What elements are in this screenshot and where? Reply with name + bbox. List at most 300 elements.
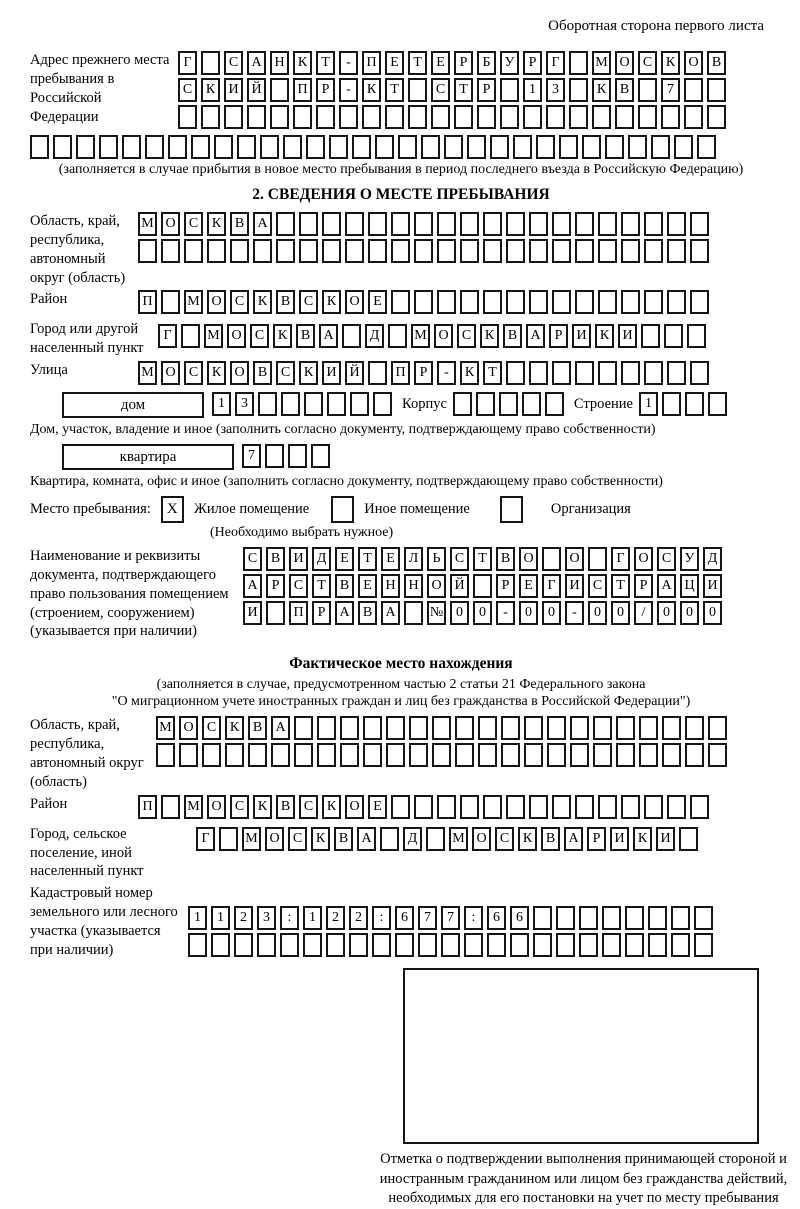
char-cell: О [472, 827, 491, 851]
char-cell: С [588, 574, 607, 598]
actual-district-label: Район [30, 795, 68, 812]
char-cell: В [248, 716, 267, 740]
char-cell [454, 105, 473, 129]
char-cell: А [253, 212, 272, 236]
char-cell [437, 795, 456, 819]
char-cell: А [271, 716, 290, 740]
stamp-caption: Отметка о подтверждении выполнения принимающей стороной и иностранным гражданином или лицом без гражданства действий, необходимых для его постановки на учет по месту пребывания [379, 1151, 788, 1207]
char-cell: К [633, 827, 652, 851]
house-note: Дом, участок, владение и иное (заполнить согласно документу, подтверждающему право собственности) [30, 422, 656, 438]
char-cell: П [138, 290, 157, 314]
char-cell: С [450, 547, 469, 571]
char-cell [690, 361, 709, 385]
char-cell [602, 906, 621, 930]
char-cell [708, 392, 727, 416]
char-cell [329, 135, 348, 159]
char-cell [191, 135, 210, 159]
apartment-box: квартира [62, 444, 234, 470]
char-cell: П [289, 601, 308, 625]
region-row-1 [138, 212, 713, 236]
char-cell [522, 392, 541, 416]
char-cell [644, 212, 663, 236]
char-cell: К [480, 324, 499, 348]
char-cell [575, 290, 594, 314]
char-cell [178, 105, 197, 129]
char-cell: Т [611, 574, 630, 598]
char-cell: 3 [235, 392, 254, 416]
char-cell [161, 290, 180, 314]
char-cell [408, 78, 427, 102]
char-cell [575, 212, 594, 236]
char-cell [667, 212, 686, 236]
char-cell: М [138, 212, 157, 236]
char-cell: 6 [395, 906, 414, 930]
char-cell [372, 933, 391, 957]
char-cell [662, 743, 681, 767]
char-cell [281, 392, 300, 416]
char-cell: В [276, 795, 295, 819]
char-cell [542, 547, 561, 571]
char-cell [529, 361, 548, 385]
char-cell [460, 212, 479, 236]
char-cell: К [299, 361, 318, 385]
char-cell [615, 105, 634, 129]
char-cell [260, 135, 279, 159]
char-cell: Б [477, 51, 496, 75]
stamp-box [403, 968, 759, 1144]
char-cell [311, 444, 330, 468]
char-cell: Д [365, 324, 384, 348]
char-cell: А [381, 601, 400, 625]
char-cell: А [247, 51, 266, 75]
char-cell [483, 239, 502, 263]
char-cell: 2 [349, 906, 368, 930]
char-cell: Е [335, 547, 354, 571]
char-cell [299, 239, 318, 263]
char-cell: В [296, 324, 315, 348]
char-cell [628, 135, 647, 159]
char-cell: Л [404, 547, 423, 571]
char-cell [547, 716, 566, 740]
char-cell: Д [312, 547, 331, 571]
char-cell [552, 212, 571, 236]
char-cell: О [207, 290, 226, 314]
char-cell [694, 906, 713, 930]
char-cell: И [618, 324, 637, 348]
char-cell [524, 716, 543, 740]
char-cell: И [565, 574, 584, 598]
char-cell [707, 105, 726, 129]
char-cell: Р [523, 51, 542, 75]
char-cell [638, 105, 657, 129]
char-cell: И [656, 827, 675, 851]
stay-type-label: Место пребывания: [30, 501, 151, 518]
char-cell: А [526, 324, 545, 348]
char-cell [579, 933, 598, 957]
actual-city-row [196, 827, 702, 851]
char-cell: М [156, 716, 175, 740]
char-cell [408, 105, 427, 129]
actual-region-row-1 [156, 716, 731, 740]
char-cell [667, 290, 686, 314]
char-cell [306, 135, 325, 159]
char-cell: М [138, 361, 157, 385]
char-cell [671, 933, 690, 957]
char-cell [409, 716, 428, 740]
actual-region-label: Область, край, республика, автономный округ (область) [30, 717, 144, 790]
char-cell [598, 795, 617, 819]
house-number-cells [212, 392, 396, 416]
char-cell: А [357, 827, 376, 851]
char-cell [230, 239, 249, 263]
char-cell: 3 [546, 78, 565, 102]
char-cell [644, 239, 663, 263]
char-cell: Й [450, 574, 469, 598]
char-cell [453, 392, 472, 416]
char-cell [685, 743, 704, 767]
char-cell: П [293, 78, 312, 102]
prev-address-field [30, 51, 772, 132]
char-cell [690, 212, 709, 236]
char-cell [483, 795, 502, 819]
doc-cells [243, 547, 726, 628]
apartment-cells [242, 444, 334, 468]
char-cell [414, 290, 433, 314]
char-cell [211, 933, 230, 957]
char-cell: К [322, 795, 341, 819]
char-cell [385, 105, 404, 129]
char-cell [414, 212, 433, 236]
char-cell [500, 105, 519, 129]
char-cell: К [518, 827, 537, 851]
char-cell [621, 212, 640, 236]
char-cell [257, 933, 276, 957]
prev-address-cells [178, 51, 730, 132]
char-cell: Й [247, 78, 266, 102]
apartment-field [30, 444, 772, 471]
char-cell [431, 105, 450, 129]
char-cell [317, 743, 336, 767]
char-cell [266, 601, 285, 625]
char-cell: 7 [418, 906, 437, 930]
char-cell [598, 239, 617, 263]
char-cell [556, 933, 575, 957]
char-cell [437, 290, 456, 314]
char-cell [483, 212, 502, 236]
char-cell [644, 361, 663, 385]
char-cell [258, 392, 277, 416]
stroenie-cells [639, 392, 731, 416]
char-cell: Т [312, 574, 331, 598]
char-cell: О [179, 716, 198, 740]
char-cell [570, 743, 589, 767]
char-cell [501, 743, 520, 767]
char-cell: И [224, 78, 243, 102]
char-cell [651, 135, 670, 159]
char-cell: 3 [257, 906, 276, 930]
char-cell: О [161, 361, 180, 385]
char-cell [304, 392, 323, 416]
char-cell [685, 392, 704, 416]
char-cell: 1 [303, 906, 322, 930]
char-cell [391, 239, 410, 263]
char-cell [690, 239, 709, 263]
char-cell [363, 743, 382, 767]
char-cell [490, 135, 509, 159]
doc-field [30, 547, 772, 641]
char-cell: 6 [510, 906, 529, 930]
char-cell: О [207, 795, 226, 819]
char-cell: Г [546, 51, 565, 75]
char-cell [322, 212, 341, 236]
char-cell [188, 933, 207, 957]
char-cell: 7 [661, 78, 680, 102]
char-cell: О [345, 290, 364, 314]
char-cell: К [595, 324, 614, 348]
char-cell: Д [403, 827, 422, 851]
char-cell [582, 135, 601, 159]
char-cell: Е [358, 574, 377, 598]
char-cell: К [273, 324, 292, 348]
house-field [30, 392, 772, 419]
char-cell [363, 716, 382, 740]
char-cell: А [657, 574, 676, 598]
char-cell [684, 78, 703, 102]
char-cell [671, 906, 690, 930]
char-cell [598, 361, 617, 385]
checkbox-organization [500, 496, 523, 523]
char-cell [674, 135, 693, 159]
option-organization-label: Организация [550, 501, 631, 518]
char-cell: 0 [542, 601, 561, 625]
char-cell [708, 743, 727, 767]
char-cell: В [276, 290, 295, 314]
char-cell [708, 716, 727, 740]
char-cell [386, 743, 405, 767]
char-cell: : [280, 906, 299, 930]
char-cell [569, 105, 588, 129]
char-cell [523, 105, 542, 129]
char-cell [214, 135, 233, 159]
char-cell [501, 716, 520, 740]
char-cell [388, 324, 407, 348]
char-cell [444, 135, 463, 159]
char-cell [547, 743, 566, 767]
char-cell: С [276, 361, 295, 385]
char-cell: К [201, 78, 220, 102]
char-cell [639, 743, 658, 767]
char-cell: С [202, 716, 221, 740]
region-cells [138, 212, 713, 266]
prev-address-row-2 [178, 78, 730, 102]
char-cell: 1 [211, 906, 230, 930]
char-cell [662, 716, 681, 740]
char-cell [524, 743, 543, 767]
char-cell: Е [368, 795, 387, 819]
char-cell: В [266, 547, 285, 571]
char-cell [181, 324, 200, 348]
char-cell [605, 135, 624, 159]
char-cell: О [161, 212, 180, 236]
char-cell: Р [266, 574, 285, 598]
char-cell: О [519, 547, 538, 571]
char-cell [368, 361, 387, 385]
char-cell: Ь [427, 547, 446, 571]
char-cell [644, 795, 663, 819]
char-cell: 0 [450, 601, 469, 625]
char-cell: Т [385, 78, 404, 102]
char-cell [697, 135, 716, 159]
char-cell [473, 574, 492, 598]
char-cell: К [362, 78, 381, 102]
char-cell [464, 933, 483, 957]
korpus-cells [453, 392, 568, 416]
char-cell: К [592, 78, 611, 102]
char-cell: 7 [242, 444, 261, 468]
char-cell [161, 239, 180, 263]
char-cell: 0 [611, 601, 630, 625]
char-cell: 1 [639, 392, 658, 416]
char-cell: Т [358, 547, 377, 571]
char-cell: К [253, 795, 272, 819]
char-cell [510, 933, 529, 957]
char-cell [575, 795, 594, 819]
district-row [138, 290, 713, 314]
char-cell [621, 290, 640, 314]
char-cell [327, 392, 346, 416]
char-cell: О [227, 324, 246, 348]
char-cell [122, 135, 141, 159]
char-cell: С [457, 324, 476, 348]
char-cell: И [243, 601, 262, 625]
region-label: Область, край, республика, автономный округ (область) [30, 213, 126, 286]
char-cell: К [293, 51, 312, 75]
char-cell [288, 444, 307, 468]
char-cell: У [680, 547, 699, 571]
char-cell: Г [196, 827, 215, 851]
char-cell [432, 743, 451, 767]
char-cell: К [322, 290, 341, 314]
char-cell: О [565, 547, 584, 571]
stamp-area [365, 968, 800, 1209]
char-cell: Г [158, 324, 177, 348]
char-cell [280, 933, 299, 957]
char-cell [478, 743, 497, 767]
char-cell [529, 795, 548, 819]
char-cell [414, 795, 433, 819]
char-cell: С [178, 78, 197, 102]
char-cell: В [253, 361, 272, 385]
page-side-note: Оборотная сторона первого листа [548, 18, 764, 34]
char-cell: Н [270, 51, 289, 75]
char-cell [201, 105, 220, 129]
char-cell [506, 212, 525, 236]
char-cell [533, 933, 552, 957]
char-cell [616, 716, 635, 740]
char-cell [375, 135, 394, 159]
char-cell [340, 743, 359, 767]
char-cell [207, 239, 226, 263]
char-cell: С [657, 547, 676, 571]
doc-row-3 [243, 601, 726, 625]
char-cell: У [500, 51, 519, 75]
char-cell: И [289, 547, 308, 571]
char-cell [460, 795, 479, 819]
street-row [138, 361, 713, 385]
char-cell [662, 392, 681, 416]
char-cell [455, 716, 474, 740]
char-cell: 0 [680, 601, 699, 625]
char-cell [639, 716, 658, 740]
district-label: Район [30, 291, 68, 308]
char-cell: 7 [441, 906, 460, 930]
region-row-2 [138, 239, 713, 263]
char-cell [418, 933, 437, 957]
char-cell [476, 392, 495, 416]
char-cell [202, 743, 221, 767]
char-cell: - [565, 601, 584, 625]
char-cell [345, 239, 364, 263]
char-cell: С [299, 795, 318, 819]
char-cell [621, 239, 640, 263]
stroenie-label: Строение [573, 396, 633, 413]
char-cell [575, 239, 594, 263]
char-cell [161, 795, 180, 819]
doc-row-2 [243, 574, 726, 598]
char-cell [156, 743, 175, 767]
char-cell [99, 135, 118, 159]
char-cell: В [358, 601, 377, 625]
char-cell: К [225, 716, 244, 740]
char-cell: С [299, 290, 318, 314]
char-cell [179, 743, 198, 767]
char-cell: Р [496, 574, 515, 598]
stay-type-note: (Необходимо выбрать нужное) [210, 525, 394, 541]
char-cell [460, 290, 479, 314]
char-cell [225, 743, 244, 767]
char-cell [552, 361, 571, 385]
char-cell: С [288, 827, 307, 851]
char-cell: - [496, 601, 515, 625]
char-cell [546, 105, 565, 129]
char-cell [478, 716, 497, 740]
char-cell [506, 795, 525, 819]
char-cell [294, 716, 313, 740]
char-cell: С [243, 547, 262, 571]
district-field [30, 290, 772, 317]
char-cell: И [572, 324, 591, 348]
char-cell [625, 933, 644, 957]
char-cell: О [427, 574, 446, 598]
char-cell: О [684, 51, 703, 75]
char-cell: О [615, 51, 634, 75]
char-cell [234, 933, 253, 957]
char-cell [460, 239, 479, 263]
char-cell [409, 743, 428, 767]
doc-label: Наименование и реквизиты документа, подтверждающего право пользования помещением (строением, сооружением) (указывается при наличии) [30, 548, 229, 640]
apartment-note: Квартира, комната, офис и иное (заполнить согласно документу, подтверждающему право собственности) [30, 474, 663, 490]
char-cell [602, 933, 621, 957]
char-cell: И [610, 827, 629, 851]
char-cell: В [496, 547, 515, 571]
char-cell: Р [587, 827, 606, 851]
char-cell: - [437, 361, 456, 385]
char-cell: 1 [188, 906, 207, 930]
char-cell: С [224, 51, 243, 75]
char-cell: 6 [487, 906, 506, 930]
char-cell [391, 795, 410, 819]
actual-city-label: Город, сельское поселение, иной населенный пункт [30, 825, 144, 880]
